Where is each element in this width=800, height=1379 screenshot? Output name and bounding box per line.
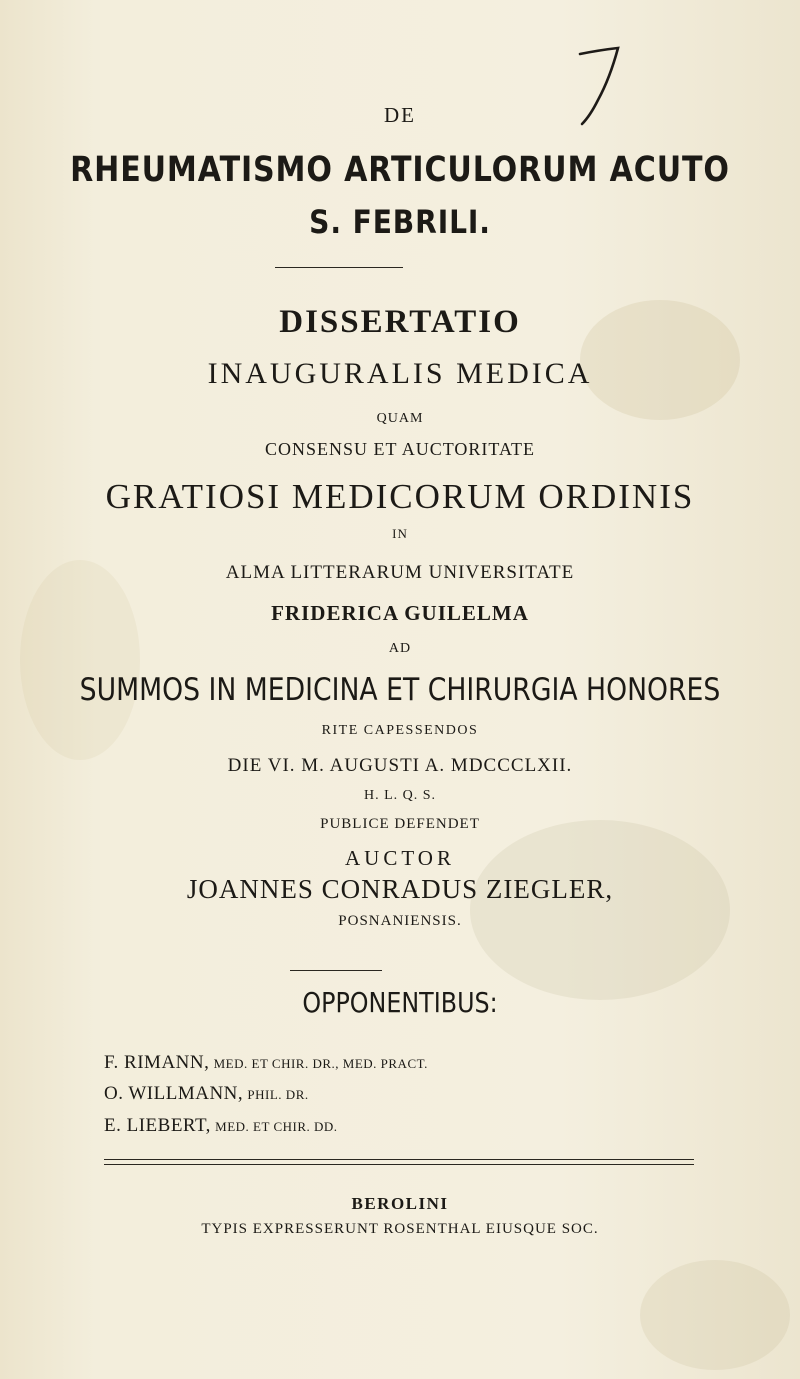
rite-text: RITE CAPESSENDOS bbox=[321, 723, 479, 738]
quam-text: QUAM bbox=[376, 411, 424, 426]
opponent-row bbox=[104, 1115, 338, 1137]
opponent-row bbox=[104, 1083, 309, 1105]
opponent-title: MED. ET CHIR. DR., MED. PRACT. bbox=[213, 1056, 428, 1071]
imprint-city: BEROLINI bbox=[351, 1194, 449, 1213]
author-origin: POSNANIENSIS. bbox=[338, 913, 462, 929]
author-label: AUCTOR bbox=[345, 846, 455, 870]
opponent-row bbox=[104, 1052, 428, 1074]
title-line-2: S. FEBRILI. bbox=[309, 203, 491, 241]
dissertation-heading: DISSERTATIO bbox=[279, 304, 521, 340]
divider-rule bbox=[290, 970, 382, 971]
opponent-title: PHIL. DR. bbox=[247, 1087, 309, 1102]
ad-text: AD bbox=[388, 641, 412, 656]
universitas-name: FRIDERICA GUILELMA bbox=[271, 601, 529, 625]
honores-text: SUMMOS IN MEDICINA ET CHIRURGIA HONORES bbox=[79, 672, 721, 708]
double-rule-top bbox=[104, 1159, 694, 1160]
author-name: JOANNES CONRADUS ZIEGLER, bbox=[186, 874, 614, 904]
publice-text: PUBLICE DEFENDET bbox=[320, 816, 480, 832]
ordo-text: GRATIOSI MEDICORUM ORDINIS bbox=[105, 477, 695, 516]
universitas-text: ALMA LITTERARUM UNIVERSITATE bbox=[225, 562, 575, 583]
opponents-heading: OPPONENTIBUS: bbox=[302, 986, 498, 1019]
paper-stain bbox=[640, 1260, 790, 1370]
divider-rule bbox=[275, 267, 403, 268]
imprint-printer: TYPIS EXPRESSERUNT ROSENTHAL EIUSQUE SOC. bbox=[201, 1221, 599, 1237]
dissertation-subheading: INAUGURALIS MEDICA bbox=[207, 357, 593, 390]
date-text: DIE VI. M. AUGUSTI A. MDCCCLXII. bbox=[227, 755, 573, 776]
opponent-name: F. RIMANN, bbox=[104, 1052, 210, 1073]
hlqs-text: H. L. Q. S. bbox=[363, 788, 437, 803]
opponent-name: O. WILLMANN, bbox=[104, 1083, 244, 1104]
title-de: DE bbox=[384, 103, 416, 127]
double-rule-bottom bbox=[104, 1164, 694, 1165]
consensu-text: CONSENSU ET AUCTORITATE bbox=[265, 439, 535, 459]
title-line-1: RHEUMATISMO ARTICULORUM ACUTO bbox=[70, 150, 730, 190]
opponent-title: MED. ET CHIR. DD. bbox=[215, 1119, 338, 1134]
opponent-name: E. LIEBERT, bbox=[104, 1115, 211, 1136]
in-text: IN bbox=[392, 526, 408, 541]
